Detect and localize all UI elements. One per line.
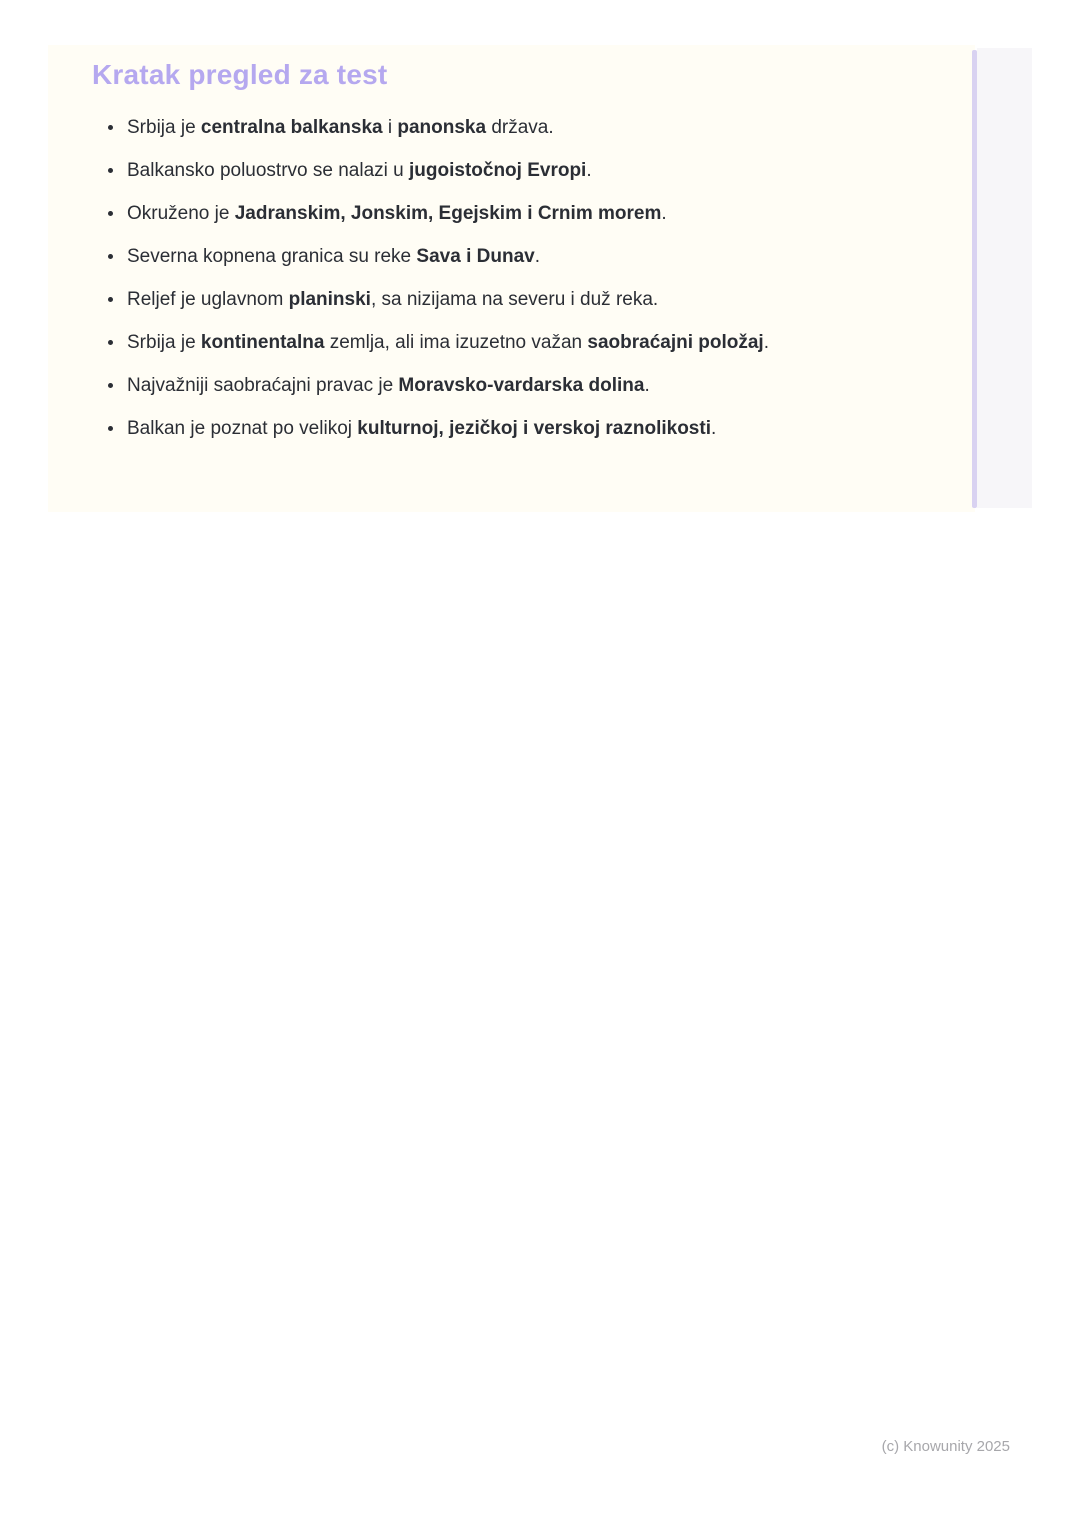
bullet-text: Balkan je poznat po velikoj <box>127 418 358 439</box>
bullet-text: . <box>534 246 540 267</box>
bullet-text: . <box>586 160 592 181</box>
summary-bullet-item <box>125 332 975 354</box>
bullet-text-bold: Moravsko-vardarska dolina <box>398 375 645 396</box>
bullet-text-bold: Jadranskim, Jonskim, Egejskim i Crnim morem <box>234 203 662 224</box>
bullet-text: Balkansko poluostrvo se nalazi u <box>127 160 409 181</box>
bullet-text-bold: planinski <box>288 289 371 310</box>
summary-bullet-item <box>125 375 975 397</box>
summary-bullet-item <box>125 117 975 139</box>
bullet-text: . <box>763 332 769 353</box>
bullet-text: Srbija je <box>127 332 201 353</box>
bullet-text: . <box>644 375 650 396</box>
bullet-text: Severna kopnena granica su reke <box>127 246 417 267</box>
bullet-text: zemlja, ali ima izuzetno važan <box>324 332 588 353</box>
bullet-text-bold: saobraćajni položaj <box>587 332 764 353</box>
bullet-text: i <box>382 117 398 138</box>
bullet-text-bold: kontinentalna <box>200 332 325 353</box>
bullet-text: država. <box>486 117 554 138</box>
bullet-text: . <box>661 203 667 224</box>
summary-heading: Kratak pregled za test <box>92 59 388 90</box>
bullet-text-bold: Sava i Dunav <box>416 246 535 267</box>
bullet-text: Srbija je <box>127 117 201 138</box>
bullet-text: . <box>710 418 717 439</box>
summary-bullet-item <box>125 246 975 268</box>
side-strip <box>977 48 1032 508</box>
bullet-text: Reljef je uglavnom <box>127 289 289 310</box>
summary-bullet-item <box>125 203 975 225</box>
summary-bullet-item <box>125 160 975 182</box>
bullet-text-bold: kulturnoj, jezičkoj i verskoj raznolikosti <box>357 418 711 439</box>
copyright-footer: (c) Knowunity 2025 <box>881 1438 1010 1455</box>
bullet-text-bold: jugoistočnoj Evropi <box>409 160 587 181</box>
summary-card <box>48 45 975 512</box>
summary-bullet-item <box>125 289 975 311</box>
bullet-text: , sa nizijama na severu i duž reka. <box>370 289 659 310</box>
summary-bullet-list <box>48 117 975 440</box>
bullet-text-bold: panonska <box>397 117 487 138</box>
bullet-text: Okruženo je <box>127 203 235 224</box>
summary-bullet-item <box>125 418 975 440</box>
bullet-text: Najvažniji saobraćajni pravac je <box>127 375 399 396</box>
bullet-text-bold: centralna balkanska <box>200 117 383 138</box>
